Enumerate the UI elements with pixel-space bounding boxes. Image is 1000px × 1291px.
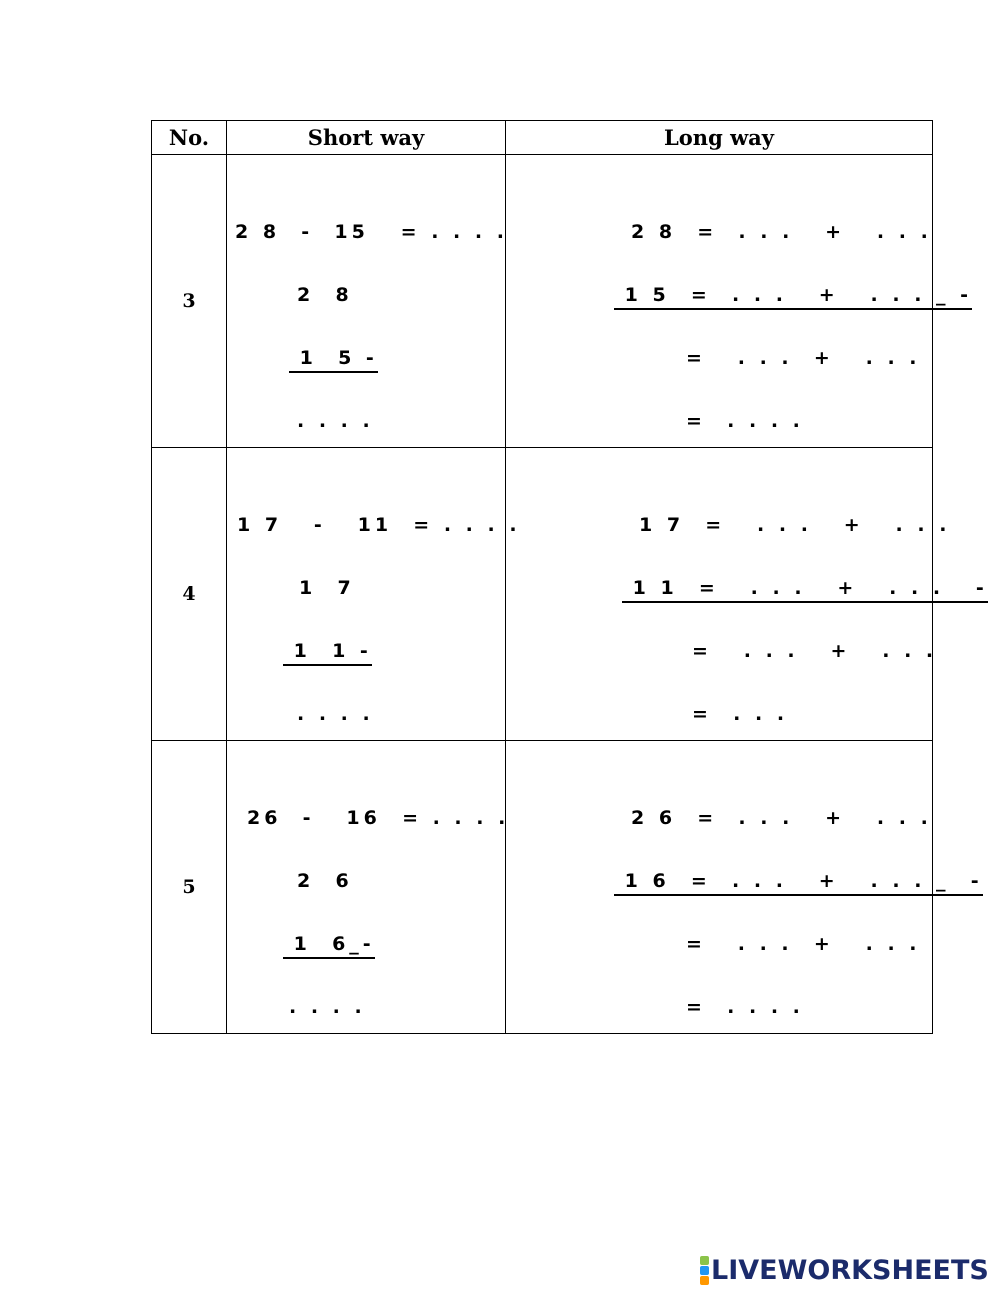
liveworksheets-logo	[700, 1255, 989, 1286]
long-way-cell	[506, 155, 973, 448]
header-short-way: Short way	[227, 121, 506, 155]
long-way-cell	[506, 741, 983, 1034]
row-number: 5	[152, 741, 227, 1034]
short-way-cell	[227, 155, 506, 448]
long-line-3: = . . . + . . .	[686, 933, 921, 955]
long-line-4: = . . .	[692, 703, 789, 725]
table-row	[152, 155, 933, 448]
short-minuend: 2 8	[297, 284, 353, 306]
short-way-cell	[227, 448, 521, 741]
short-subtrahend: 1 5 -	[289, 347, 378, 373]
header-no: No.	[152, 121, 227, 155]
short-equation: 2 8 - 15 = . . . .	[235, 221, 508, 243]
short-equation: 1 7 - 11 = . . . .	[237, 514, 521, 536]
long-line-2: 1 5 = . . . + . . . _ -	[614, 284, 972, 310]
short-minuend: 1 7	[299, 577, 355, 599]
short-minuend: 2 6	[297, 870, 353, 892]
long-line-4: = . . . .	[686, 410, 804, 432]
long-line-3: = . . . + . . .	[692, 640, 938, 662]
long-line-1: 2 8 = . . . + . . .	[631, 221, 932, 243]
row-number: 3	[152, 155, 227, 448]
logo-text: LIVEWORKSHEETS	[711, 1255, 989, 1286]
long-line-4: = . . . .	[686, 996, 804, 1018]
row-number: 4	[152, 448, 227, 741]
worksheet-table	[151, 120, 988, 1034]
short-answer: . . . .	[289, 996, 366, 1018]
logo-block-orange	[700, 1276, 709, 1285]
logo-block-blue	[700, 1266, 709, 1275]
logo-block-green	[700, 1256, 709, 1265]
long-line-2: 1 6 = . . . + . . . _ -	[614, 870, 983, 896]
short-answer: . . . .	[297, 703, 374, 725]
short-answer: . . . .	[297, 410, 374, 432]
long-line-2: 1 1 = . . . + . . . -	[622, 577, 988, 603]
short-way-cell	[227, 741, 510, 1034]
table-row	[152, 448, 933, 741]
short-subtrahend: 1 6_-	[283, 933, 375, 959]
header-long-way: Long way	[506, 121, 933, 155]
table-row	[152, 741, 933, 1034]
header-row	[152, 121, 933, 155]
long-way-cell	[506, 448, 988, 741]
long-line-3: = . . . + . . .	[686, 347, 921, 369]
long-line-1: 1 7 = . . . + . . .	[639, 514, 951, 536]
short-equation: 26 - 16 = . . . .	[247, 807, 510, 829]
long-line-1: 2 6 = . . . + . . .	[631, 807, 932, 829]
short-subtrahend: 1 1 -	[283, 640, 372, 666]
logo-blocks-icon	[700, 1256, 709, 1285]
